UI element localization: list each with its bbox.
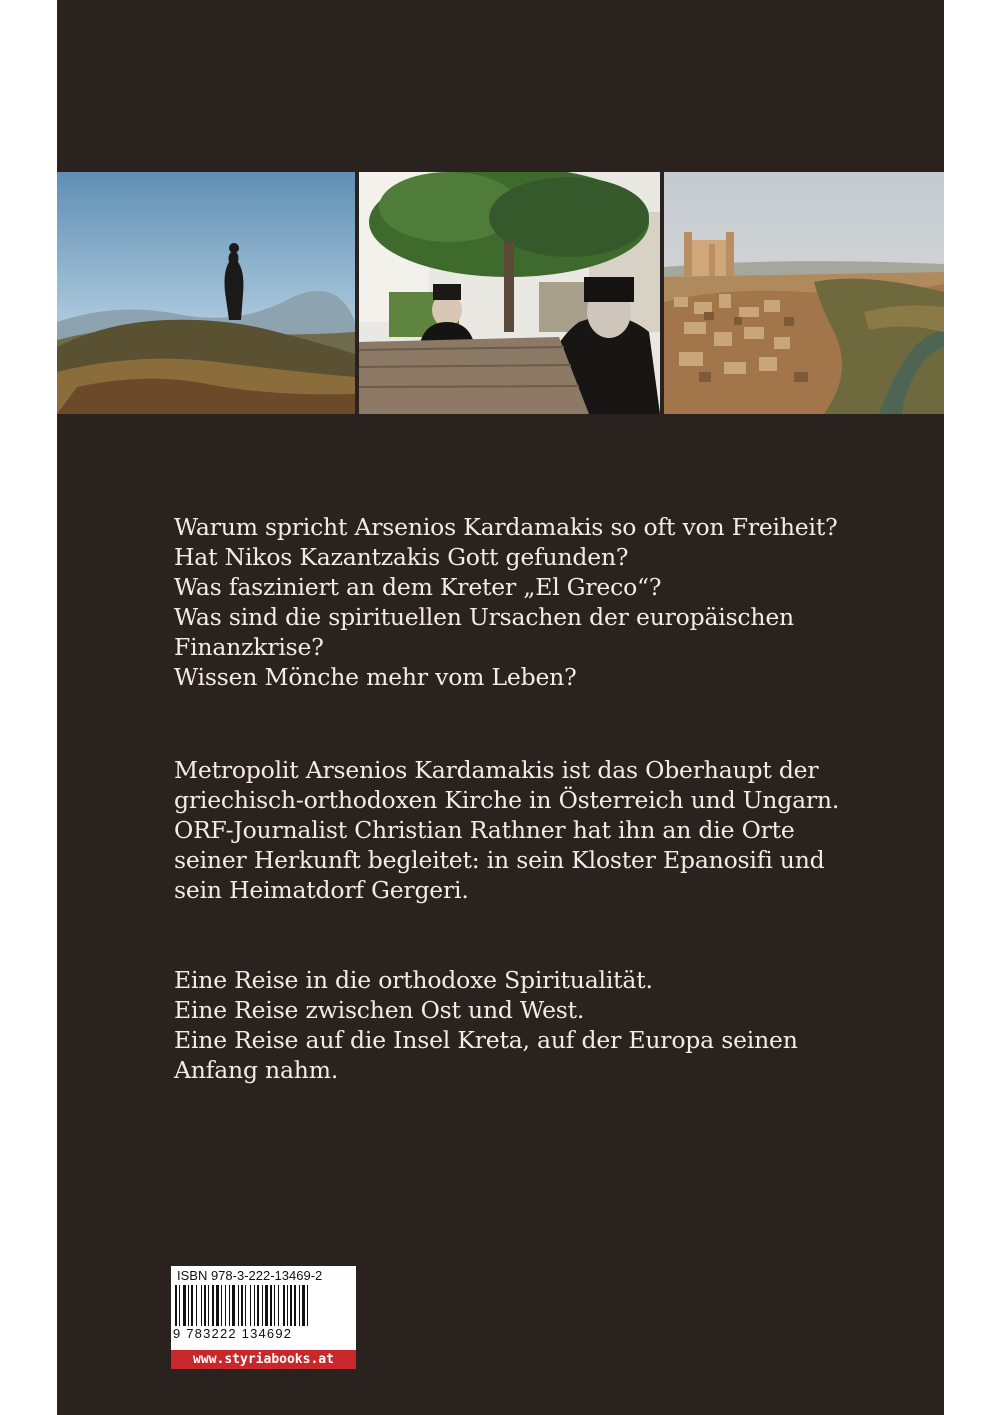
photo-strip	[57, 172, 944, 414]
photo-city-view	[664, 172, 944, 414]
description-line: sein Heimatdorf Gergeri.	[174, 876, 469, 904]
barcode-digits: 9 783222 134692	[173, 1326, 354, 1341]
closing-line: Anfang nahm.	[174, 1056, 339, 1084]
closing-paragraph	[174, 965, 874, 1085]
questions-paragraph	[174, 512, 874, 692]
back-cover	[57, 0, 944, 1415]
description-line: Metropolit Arsenios Kardamakis ist das Oberhaupt der	[174, 756, 819, 784]
description-line: griechisch-orthodoxen Kirche in Österreich und Ungarn.	[174, 786, 840, 814]
question-line: Finanzkrise?	[174, 633, 324, 661]
question-line: Hat Nikos Kazantzakis Gott gefunden?	[174, 543, 629, 571]
closing-line: Eine Reise in die orthodoxe Spiritualität.	[174, 966, 653, 994]
isbn-barcode-box	[171, 1266, 356, 1369]
closing-line: Eine Reise zwischen Ost und West.	[174, 996, 585, 1024]
photo-monk-on-hill	[57, 172, 355, 414]
description-line: ORF-Journalist Christian Rathner hat ihn an die Orte	[174, 816, 795, 844]
isbn-number: ISBN 978-3-222-13469-2	[177, 1268, 323, 1283]
question-line: Wissen Mönche mehr vom Leben?	[174, 663, 577, 691]
question-line: Warum spricht Arsenios Kardamakis so oft von Freiheit?	[174, 513, 838, 541]
description-line: seiner Herkunft begleitet: in sein Kloster Epanosifi und	[174, 846, 825, 874]
question-line: Was sind die spirituellen Ursachen der europäischen	[174, 603, 794, 631]
description-paragraph	[174, 755, 874, 905]
publisher-website: www.styriabooks.at	[171, 1350, 356, 1369]
photo-monks-at-table	[359, 172, 660, 414]
question-line: Was fasziniert an dem Kreter „El Greco“?	[174, 573, 662, 601]
closing-line: Eine Reise auf die Insel Kreta, auf der Europa seinen	[174, 1026, 798, 1054]
